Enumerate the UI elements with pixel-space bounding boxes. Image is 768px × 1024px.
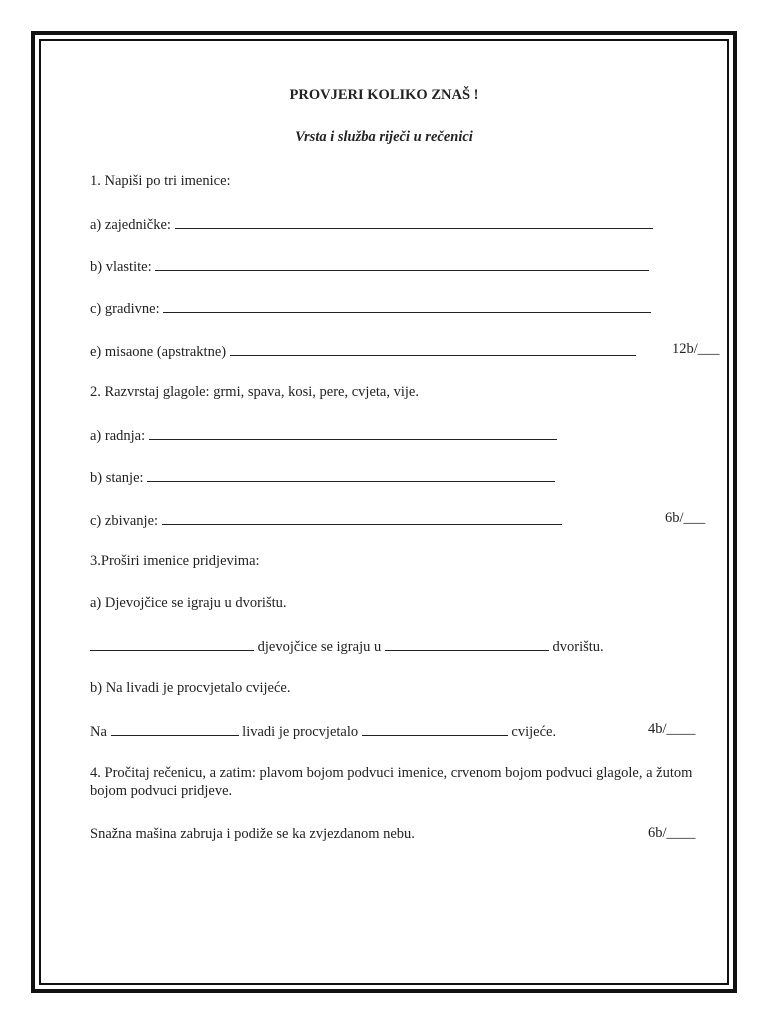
task3-b-fill-text-0: Na [90, 724, 107, 740]
task1-item-b [90, 256, 649, 276]
task1-item-c-blank[interactable] [163, 298, 651, 313]
task1-item-c-label: c) gradivne: [90, 301, 160, 317]
task4-score: 6b/____ [648, 825, 696, 841]
task3-a-adjective-blank-1[interactable] [90, 636, 254, 651]
task3-item-a-fill [90, 636, 604, 656]
task3-item-b-fill [90, 721, 556, 741]
task4-sentence: Snažna mašina zabruja i podiže se ka zvjezdanom nebu. [90, 826, 415, 842]
task3-score: 4b/____ [648, 721, 696, 737]
task2-item-a-blank[interactable] [149, 425, 557, 440]
task3-prompt: 3.Proširi imenice pridjevima: [90, 553, 260, 569]
task1-item-e [90, 341, 636, 361]
task1-item-b-label: b) vlastite: [90, 259, 152, 275]
task2-item-a-label: a) radnja: [90, 428, 146, 444]
task3-a-fill-text-2: dvorištu. [552, 639, 604, 655]
task2-item-b-blank[interactable] [147, 467, 555, 482]
task1-item-c [90, 298, 651, 318]
worksheet-subtitle: Vrsta i služba riječi u rečenici [295, 129, 473, 145]
task2-prompt: 2. Razvrstaj glagole: grmi, spava, kosi, pere, cvjeta, vije. [90, 384, 419, 400]
task1-item-e-label: e) misaone (apstraktne) [90, 344, 227, 360]
task3-a-adjective-blank-2[interactable] [385, 636, 549, 651]
task3-item-b: b) Na livadi je procvjetalo cvijeće. [90, 680, 291, 696]
task2-item-c-label: c) zbivanje: [90, 513, 159, 529]
task3-b-fill-text-2: cvijeće. [511, 724, 557, 740]
task2-item-b [90, 467, 555, 487]
task4-prompt: 4. Pročitaj rečenicu, a zatim: plavom bojom podvuci imenice, crvenom bojom podvuci glagole, a žutom bojom podvuci pridjeve. [90, 765, 693, 799]
task3-item-a: a) Djevojčice se igraju u dvorištu. [90, 595, 287, 611]
task3-b-fill-text-1: livadi je procvjetalo [242, 724, 359, 740]
task3-a-fill-text-1: djevojčice se igraju u [257, 639, 382, 655]
task1-prompt: 1. Napiši po tri imenice: [90, 173, 231, 189]
task2-item-a [90, 425, 557, 445]
task1-item-a [90, 214, 653, 234]
task1-item-a-label: a) zajedničke: [90, 217, 171, 233]
task3-b-adjective-blank-2[interactable] [362, 721, 508, 736]
task3-b-adjective-blank-1[interactable] [111, 721, 239, 736]
task1-item-e-blank[interactable] [230, 341, 636, 356]
task1-score: 12b/___ [672, 341, 720, 357]
worksheet-title: PROVJERI KOLIKO ZNAŠ ! [289, 87, 479, 103]
task1-item-a-blank[interactable] [175, 214, 653, 229]
task2-item-c-blank[interactable] [162, 510, 562, 525]
task2-item-b-label: b) stanje: [90, 470, 144, 486]
task2-score: 6b/___ [665, 510, 706, 526]
task2-item-c [90, 510, 562, 530]
task1-item-b-blank[interactable] [155, 256, 649, 271]
